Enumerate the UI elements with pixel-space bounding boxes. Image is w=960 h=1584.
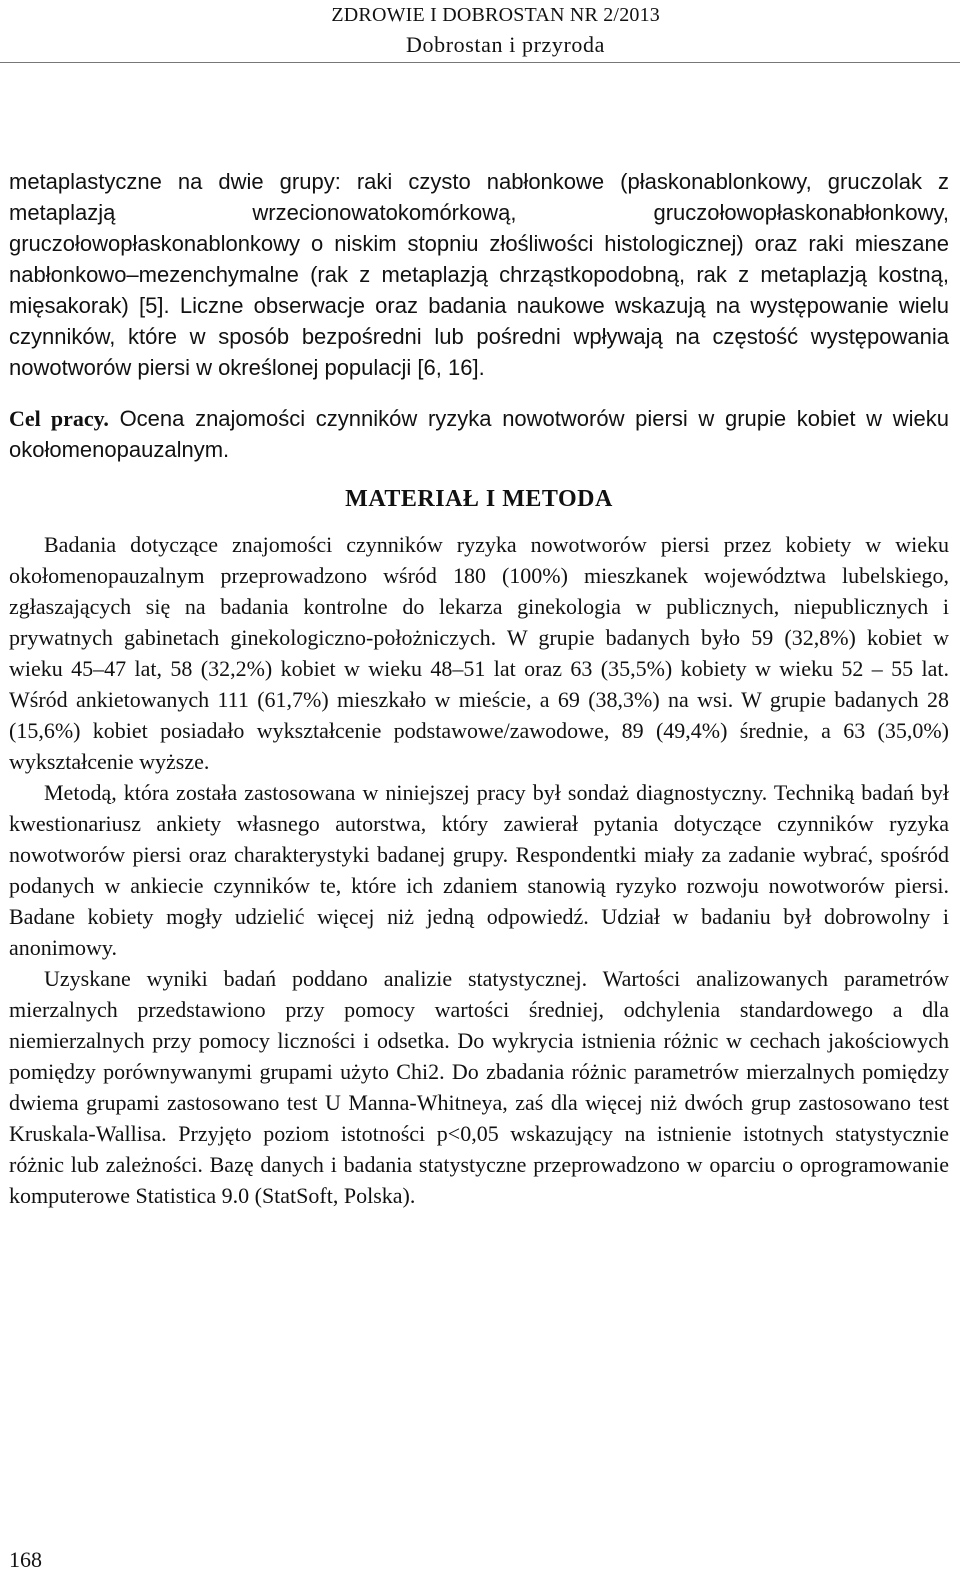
article-body [9,166,949,1211]
intro-paragraph [9,166,949,383]
intro-text-part1: metaplastyczne na dwie grupy: raki czysto nabłonkowe (płaskonablonkowy, gruczolak z metaplazją wrzecionowatokomórkową, gruczołowopłaskonabłonkowy, gruczołowopłaskonablonkowy o niskim stopniu złośliwości histologicznej) oraz raki mieszane nabłonkowo–mezenchymalne (rak z metaplazją chrząstkopodobną, rak z metaplazją kostną, mięsakorak) [5]. [9,169,949,318]
journal-title: ZDROWIE I DOBROSTAN NR 2/2013 [331,4,660,26]
page-number: 168 [9,1547,42,1572]
section-title: Dobrostan i przyroda [406,32,605,57]
aim-paragraph [9,403,949,465]
running-header [0,0,960,63]
aim-text: Ocena znajomości czynników ryzyka nowotworów piersi w grupie kobiet w wieku okołomenopauzalnym. [9,406,949,462]
aim-label: Cel pracy. [9,406,109,431]
paragraph-gap [9,383,949,403]
methods-paragraph-2: Metodą, która została zastosowana w niniejszej pracy był sondaż diagnostyczny. Techniką badań był kwestionariusz ankiety własnego autorstwa, który zawierał pytania dotyczące czynników ryzyka nowotworów piersi oraz charakterystyki badanej grupy. Respondentki miały za zadanie wybrać, spośród podanych w ankiecie czynników te, które ich zdaniem stanowią ryzyko rozwoju nowotworów piersi. Badane kobiety mogły udzielić więcej niż jedną odpowiedź. Udział w badaniu był dobrowolny i anonimowy. [9,780,949,960]
methods-paragraph-3: Uzyskane wyniki badań poddano analizie statystycznej. Wartości analizowanych parametrów mierzalnych przedstawiono przy pomocy wartości średniej, odchylenia standardowego a dla niemierzalnych przy pomocy liczności i odsetka. Do wykrycia istnienia różnic w cechach jakościowych pomiędzy porównywanymi grupami użyto Chi2. Do zbadania różnic parametrów mierzalnych pomiędzy dwiema grupami zastosowano test U Manna-Whitneya, zaś dla więcej niż dwóch grup zastosowano test Kruskala-Wallisa. Przyjęto poziom istotności p<0,05 wskazujący na istnienie istotnych statystycznie różnic lub zależności. Bazę danych i badania statystyczne przeprowadzono w oparciu o oprogramowanie komputerowe Statistica 9.0 (StatSoft, Polska). [9,966,949,1208]
intro-text-part2: Liczne obserwacje oraz badania naukowe wskazują na występowanie wielu czynników, które w sposób bezpośredni lub pośredni wpływają na częstość występowania nowotworów piersi w określonej populacji [6, 16]. [9,293,949,380]
methods-paragraph-1: Badania dotyczące znajomości czynników ryzyka nowotworów piersi przez kobiety w wieku okołomenopauzalnym przeprowadzono wśród 180 (100%) mieszkanek województwa lubelskiego, zgłaszających się na badania kontrolne do lekarza ginekologia w publicznych, niepublicznych i prywatnych gabinetach ginekologiczno-położniczych. W grupie badanych było 59 (32,8%) kobiet w wieku 45–47 lat, 58 (32,2%) kobiet w wieku 48–51 lat oraz 63 (35,5%) kobiety w wieku 52 – 55 lat. Wśród ankietowanych 111 (61,7%) mieszkało w mieście, a 69 (38,3%) na wsi. W grupie badanych 28 (15,6%) kobiet posiadało wykształcenie podstawowe/zawodowe, 89 (49,4%) średnie, a 63 (35,0%) wykształcenie wyższe. [9,532,949,774]
section-heading: MATERIAŁ I METODA [345,486,613,512]
